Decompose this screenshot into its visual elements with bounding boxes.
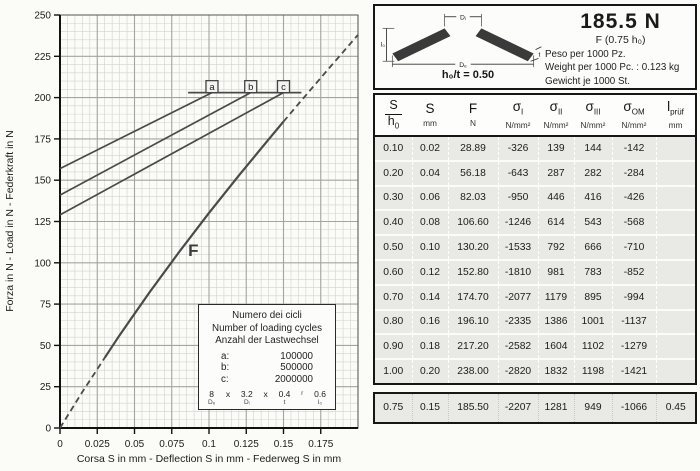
column-header: $\frac{S}{h_0}$ <box>375 95 412 136</box>
legend-entry-value: 500000 <box>280 362 313 374</box>
table-row <box>375 310 695 335</box>
table-cell: 282 <box>574 161 612 186</box>
dimension-label: l₀ <box>317 398 323 406</box>
column-header: $\sigma_I$ N/mm² <box>498 95 538 136</box>
legend-entry <box>221 362 313 374</box>
table-cell <box>656 186 695 211</box>
table-cell: 106.60 <box>448 210 498 235</box>
table-cell: 139 <box>538 136 574 161</box>
legend-entry <box>221 351 313 363</box>
y-tick-label: 75 <box>39 299 51 311</box>
table-cell: 144 <box>574 136 612 161</box>
column-header: $\sigma_{OM}$ N/mm² <box>612 95 656 136</box>
table-cell: 0.40 <box>375 210 412 235</box>
table-cell <box>656 235 695 260</box>
weight-line-en: Weight per 1000 Pc. : 0.123 kg <box>545 62 680 74</box>
table-cell: -1137 <box>612 310 656 335</box>
y-tick-label: 25 <box>39 382 51 394</box>
table-cell: 981 <box>538 260 574 285</box>
legend-entry <box>221 374 313 386</box>
table-cell <box>656 285 695 310</box>
table-cell: 152.80 <box>448 260 498 285</box>
table-cell: 0.70 <box>375 285 412 310</box>
table-cell: -326 <box>498 136 538 161</box>
table-cell: -1279 <box>612 334 656 359</box>
table-cell: 0.20 <box>375 161 412 186</box>
table-cell: 185.50 <box>448 394 498 422</box>
y-tick-label: 250 <box>34 10 51 22</box>
table-cell: 0.14 <box>412 285 448 310</box>
table-row <box>375 161 695 186</box>
table-cell: 1102 <box>574 334 612 359</box>
table-cell: 28.89 <box>448 136 498 161</box>
loading-cycles-legend <box>198 304 336 410</box>
table-cell: -568 <box>612 210 656 235</box>
table-cell: 0.04 <box>412 161 448 186</box>
table-cell: 56.18 <box>448 161 498 186</box>
table-row <box>375 359 695 383</box>
table-header-row <box>375 95 695 136</box>
y-tick-label: 125 <box>34 217 51 228</box>
dimension-label: r <box>301 390 304 398</box>
table-cell: 666 <box>574 235 612 260</box>
table-cell: 0.12 <box>412 260 448 285</box>
table-cell <box>656 359 695 383</box>
table-cell: 1281 <box>538 394 574 422</box>
table-cell: 0.08 <box>412 210 448 235</box>
x-axis-title: Corsa S in mm - Deflection S in mm - Federweg S in mm <box>76 453 342 465</box>
dimension-value: x <box>263 389 268 400</box>
legend-title-line: Anzahl der Lastwechsel <box>215 335 319 347</box>
header-info-box <box>373 4 697 90</box>
table-cell: -1533 <box>498 235 538 260</box>
table-cell: 0.75 <box>375 394 412 422</box>
column-header: S mm <box>412 95 448 136</box>
dimension-block <box>264 390 268 406</box>
table-cell: 1604 <box>538 334 574 359</box>
legend-title-line: Number of loading cycles <box>212 322 322 334</box>
table-cell: 0.90 <box>375 334 412 359</box>
table-cell: -1421 <box>612 359 656 383</box>
table-cell: -2077 <box>498 285 538 310</box>
table-cell: 895 <box>574 285 612 310</box>
x-tick-label: 0.025 <box>84 439 110 450</box>
table-cell: 1386 <box>538 310 574 335</box>
column-header: $\sigma_{III}$ N/mm² <box>574 95 612 136</box>
table-cell <box>656 310 695 335</box>
table-cell: 238.00 <box>448 359 498 383</box>
y-axis-title: Forza in N - Load in N - Federkraft in N <box>4 130 16 312</box>
table-cell: 0.15 <box>412 394 448 422</box>
dimension-value: 0.6 <box>314 389 326 400</box>
table-cell: 0.30 <box>375 186 412 211</box>
table-cell: 783 <box>574 260 612 285</box>
dimension-block <box>301 390 303 406</box>
y-tick-label: 100 <box>34 258 51 270</box>
datasheet-panel <box>373 4 697 424</box>
table-cell: 416 <box>574 186 612 211</box>
cycle-marker-label: c <box>281 82 286 94</box>
legend-entry-key: a: <box>221 350 230 362</box>
table-cell: 82.03 <box>448 186 498 211</box>
dimension-value: x <box>225 389 231 400</box>
weight-line-de: Gewicht je 1000 St. <box>545 75 630 87</box>
column-header: F N <box>448 95 498 136</box>
legend-title-lines <box>203 310 331 348</box>
table-cell: 0.80 <box>375 310 412 335</box>
table-cell: -994 <box>612 285 656 310</box>
table-cell: -142 <box>612 136 656 161</box>
table-row <box>375 186 695 211</box>
legend-entry-value: 2000000 <box>274 373 313 385</box>
table-cell: 0.06 <box>412 186 448 211</box>
table-cell: 1001 <box>574 310 612 335</box>
table-cell: -852 <box>612 260 656 285</box>
characteristics-table <box>373 93 697 385</box>
dimension-block <box>279 390 291 406</box>
dimension-block <box>241 390 253 406</box>
curve-F-label: F <box>188 241 199 261</box>
x-tick-label: 0.05 <box>124 439 145 450</box>
table-cell: 0.45 <box>656 394 695 422</box>
y-tick-label: 50 <box>39 340 51 352</box>
y-tick-label: 175 <box>34 134 51 146</box>
table-cell: 0.16 <box>412 310 448 335</box>
dimension-label: t <box>283 398 286 406</box>
table-cell: 130.20 <box>448 235 498 260</box>
y-tick-label: 150 <box>34 175 51 187</box>
table-cell: 0.10 <box>412 235 448 260</box>
h0-t-ratio: h₀/t = 0.50 <box>441 69 495 81</box>
load-at-deflection-subtitle: F (0.75 h₀) <box>595 34 646 47</box>
table-cell <box>656 210 695 235</box>
table-cell: 446 <box>538 186 574 211</box>
table-cell <box>656 136 695 161</box>
column-header: $\sigma_{II}$ N/mm² <box>538 95 574 136</box>
column-header: $l_{prüf}$ mm <box>656 95 695 136</box>
inner-diameter-label: Dᵢ <box>460 14 466 22</box>
load-value-title: 185.5 N <box>580 10 661 33</box>
table-cell: 196.10 <box>448 310 498 335</box>
table-cell: -2820 <box>498 359 538 383</box>
table-cell: -710 <box>612 235 656 260</box>
table-cell: -2582 <box>498 334 538 359</box>
table-cell <box>656 161 695 186</box>
dimension-block <box>314 390 326 406</box>
dimension-value: 8 <box>209 389 214 400</box>
dimension-label: Dₑ <box>208 398 216 406</box>
table-cell: 1179 <box>538 285 574 310</box>
table-row <box>375 394 695 422</box>
legend-entry-key: c: <box>221 373 229 385</box>
table-row <box>375 334 695 359</box>
cycle-marker-label: b <box>248 82 254 94</box>
dimension-label: Dᵢ <box>243 398 250 406</box>
table-cell: -2207 <box>498 394 538 422</box>
dimension-block <box>208 390 215 406</box>
table-cell: 949 <box>574 394 612 422</box>
table-row <box>375 210 695 235</box>
table-row <box>375 260 695 285</box>
table-cell: 287 <box>538 161 574 186</box>
table-row <box>375 235 695 260</box>
x-tick-label: 0.175 <box>308 439 334 450</box>
table-cell: -950 <box>498 186 538 211</box>
table-cell: -1246 <box>498 210 538 235</box>
legend-entries <box>221 351 313 386</box>
table-cell: -1066 <box>612 394 656 422</box>
table-cell: 0.02 <box>412 136 448 161</box>
table-cell: 1.00 <box>375 359 412 383</box>
table-cell: 0.20 <box>412 359 448 383</box>
legend-title-line: Numero dei cicli <box>232 310 302 321</box>
test-point-row-box <box>373 392 697 424</box>
free-height-label: l₀ <box>380 41 386 49</box>
table-cell: 174.70 <box>448 285 498 310</box>
table-cell: 543 <box>574 210 612 235</box>
table-cell: -1810 <box>498 260 538 285</box>
dimension-value: 3.2 <box>240 389 253 400</box>
spring-section-left <box>392 28 450 61</box>
table-cell: -643 <box>498 161 538 186</box>
spring-dimensions <box>203 390 331 406</box>
part-summary <box>545 10 690 89</box>
weight-line-it: Peso per 1000 Pz. <box>545 49 626 61</box>
legend-entry-value: 100000 <box>280 350 313 362</box>
table-row <box>375 285 695 310</box>
table-cell: 0.60 <box>375 260 412 285</box>
dimension-block <box>226 390 230 406</box>
weight-lines <box>545 49 690 89</box>
spring-section-right <box>476 28 534 61</box>
table-row <box>375 136 695 161</box>
y-tick-label: 225 <box>34 51 51 63</box>
y-tick-label: 200 <box>34 93 51 105</box>
table-cell: -426 <box>612 186 656 211</box>
table-cell: 0.10 <box>375 136 412 161</box>
table-cell <box>656 334 695 359</box>
disc-spring-cross-section-diagram <box>379 9 547 69</box>
y-tick-label: 0 <box>45 423 51 435</box>
table-cell: 0.18 <box>412 334 448 359</box>
x-tick-label: 0.075 <box>159 439 185 450</box>
table-cell: 792 <box>538 235 574 260</box>
table-cell: 614 <box>538 210 574 235</box>
table-cell: 1832 <box>538 359 574 383</box>
cycle-marker-label: a <box>209 82 215 94</box>
x-tick-label: 0.15 <box>273 439 294 450</box>
x-tick-label: 0.1 <box>202 439 216 450</box>
table-cell: 1198 <box>574 359 612 383</box>
table-cell: 217.20 <box>448 334 498 359</box>
table-cell: -2335 <box>498 310 538 335</box>
x-tick-label: 0.125 <box>233 439 259 450</box>
thickness-label: t <box>538 51 541 59</box>
dimension-value: 0.4 <box>278 389 291 400</box>
table-cell: 0.50 <box>375 235 412 260</box>
table-cell <box>656 260 695 285</box>
table-cell: -284 <box>612 161 656 186</box>
x-tick-label: 0 <box>57 439 63 450</box>
outer-diameter-label: Dₑ <box>459 62 467 69</box>
legend-entry-key: b: <box>221 362 230 374</box>
